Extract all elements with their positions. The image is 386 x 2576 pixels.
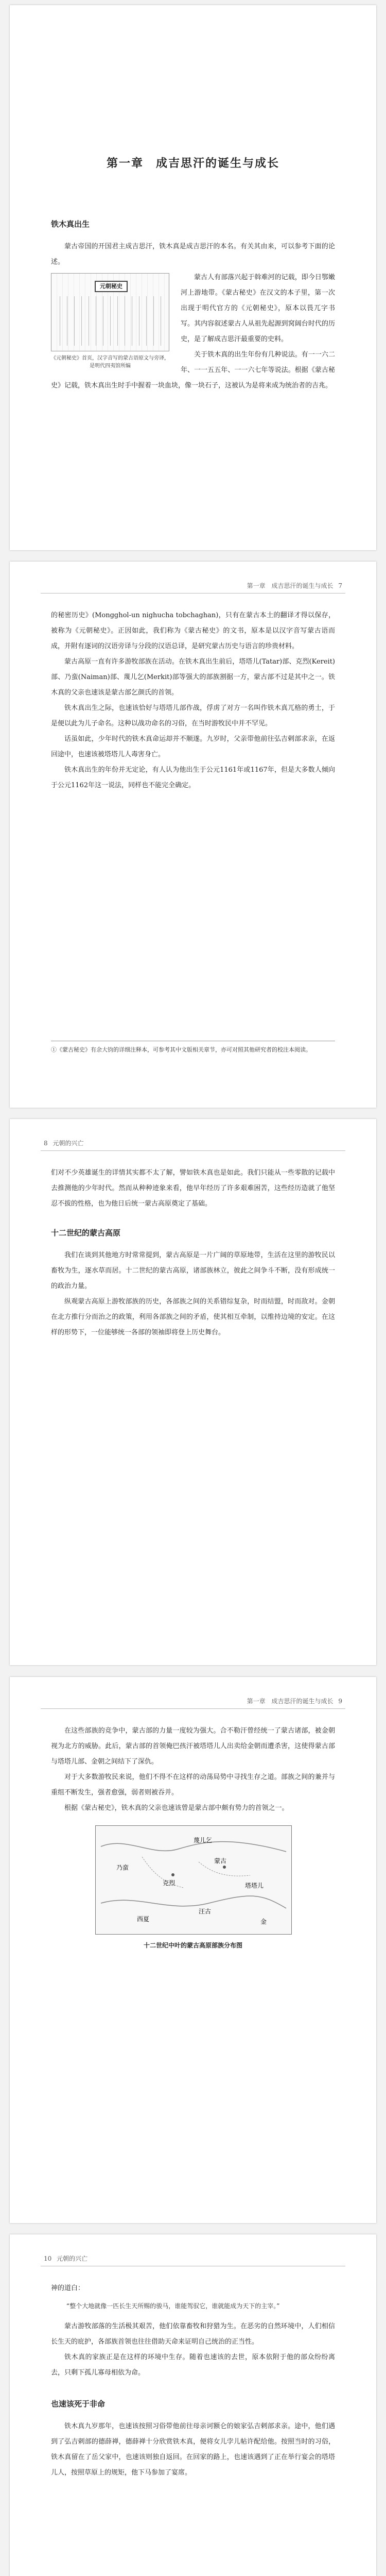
page-number: 10	[44, 2255, 52, 2262]
map-label-3: 塔塔儿	[245, 1882, 264, 1889]
page-number: 9	[338, 1698, 342, 1705]
header-title: 成吉思汗的诞生与成长	[271, 1698, 334, 1705]
paragraph: 神的道白：	[51, 2284, 85, 2292]
map-label-2: 蒙古	[214, 1857, 227, 1865]
book-page-3	[10, 1119, 376, 1665]
section-title: 铁木真出生	[51, 219, 90, 229]
page3-body	[51, 1165, 335, 1341]
map-label-5: 汪古	[199, 1908, 212, 1915]
header-book-title: 元朝的兴亡	[52, 1140, 84, 1147]
figure-caption: 《元朝秘史》首页，汉字音写的蒙古语原文与旁译，是明代四夷馆所编	[51, 355, 169, 369]
paragraph: 蒙古游牧部落的生活极其艰苦，他们依靠畜牧和狩猎为生。在恶劣的自然环境中，人们相信长生天的庇护，各部族首领也往往借助天命来证明自己统治的正当性。	[51, 2323, 335, 2346]
map-label-1: 克烈	[163, 1879, 176, 1887]
header-book-title: 元朝的兴亡	[57, 2255, 88, 2262]
running-header	[41, 1139, 345, 1151]
paragraph: 蒙古高原一直有许多游牧部族在活动。在铁木真出生前后，塔塔儿(Tatar)部、克烈(Kereit)部、乃蛮(Naiman)部、蔑儿乞(Merkit)部等强大的部族割据一方，蒙古部不过是其中之一。铁木真的父亲也速该是蒙古部乞颜氏的首领。	[51, 658, 335, 697]
section-title: 十二世纪的蒙古高原	[51, 1228, 121, 1238]
page4-body	[51, 1723, 335, 1958]
map-caption: 十二世纪中叶的蒙古高原部族分布图	[143, 1942, 242, 1949]
paragraph: 根据《蒙古秘史》，铁木真的父亲也速该曾是蒙古部中颇有势力的首领之一。	[64, 1804, 289, 1812]
paragraph: 我们在谈到其他地方时常常提到，蒙古高原是一片广阔的草原地带，生活在这里的游牧民以畜牧为生，逐水草而居。十二世纪的蒙古高原，诸部族林立，彼此之间争斗不断，没有形成统一的政治力量。	[51, 1251, 335, 1290]
map-label-6: 西夏	[137, 1916, 150, 1923]
page-number: 8	[44, 1140, 48, 1147]
paragraph: 铁木真出生的年份并无定论，有人认为他出生于公元1161年或1167年，但是大多数人倾向于公元1162年这一说法，同样也不能完全确定。	[51, 766, 335, 789]
header-chapter: 第一章	[247, 582, 266, 589]
paragraph: 铁木真九岁那年，也速该按照习俗带他前往母亲诃额仑的娘家弘吉剌部求亲。途中，他们遇到了弘吉剌部的德薛禅，德薛禅十分欣赏铁木真，便将女儿孛儿帖许配给他。按照当时的习俗，铁木真留在了岳父家中，也速该则独自返回。在回家的路上，也速该遇到了正在举行宴会的塔塔儿人，按照草原上的规矩，他下马参加了宴席。	[51, 2422, 335, 2477]
manuscript-figure	[51, 273, 169, 370]
paragraph: 蒙古帝国的开国君主成吉思汗，铁木真是成吉思汗的本名。有关其由来，可以参考下面的论述。	[51, 243, 335, 266]
paragraph: 铁木真的家族正是在这样的环境中生存。随着也速该的去世，原本依附于他的部众纷纷离去，只剩下孤儿寡母相依为命。	[51, 2353, 335, 2377]
page1-body	[51, 216, 335, 394]
running-header	[41, 581, 345, 594]
chapter-number: 第一章	[106, 157, 144, 170]
tribe-map	[95, 1825, 292, 1935]
page2-body	[51, 608, 335, 793]
paragraph: 的秘密历史》(Mongghol-un nighucha tobchaghan)，只有在蒙古本土的翻译才得以保存，被称为《元朝秘史》。正因如此，我们称为《蒙古秘史》的文书，原本是以汉字音写蒙古语而成，并附有逐词的汉语旁译与分段的汉语总译，是研究蒙古历史与语言的珍贵材料。	[51, 612, 335, 650]
paragraph: 们对不少英雄诞生的详情其实都不太了解，譬如铁木真也是如此。我们只能从一些零散的记载中去推测他的少年时代。然而从种种迹象来看，他早年经历了许多艰难困苦，这些经历造就了他坚忍不拔的性格，也为他日后统一蒙古高原奠定了基础。	[51, 1169, 335, 1208]
book-page-2	[10, 562, 376, 1108]
map-label-4: 蔑儿乞	[194, 1837, 213, 1844]
paragraph: 话虽如此，少年时代的铁木真命运却并不顺遂。九岁时，父亲带他前往弘吉剌部求亲，在返回途中，也速该被塔塔儿人毒害身亡。	[51, 735, 335, 758]
paragraph: 纵观蒙古高原上游牧部族的历史，各部族之间的关系错综复杂，时而结盟，时而敌对。金朝在北方推行分而治之的政策，利用各部族之间的矛盾，使其相互牵制，以维持边境的安定。在这样的形势下，一位能够统一各部的领袖即将登上历史舞台。	[51, 1298, 335, 1336]
paragraph: 在这些部族的竞争中，蒙古部的力量一度较为强大。合不勒汗曾经统一了蒙古诸部，被金朝视为北方的威胁。此后，蒙古部的首领俺巴孩汗被塔塔儿人出卖给金朝而遭杀害，这使得蒙古部与塔塔儿部、金朝之间结下了深仇。	[51, 1727, 335, 1766]
paragraph: 蒙古人有部落兴起于斡难河的记载，即今日鄂嫩河上游地带。《蒙古秘史》在汉文的本子里，第一次出现于明代官方的《元朝秘史》，原本以畏兀字书写。其内容叙述蒙古人从祖先起源到窝阔台时代的历史，是了解成吉思汗最重要的史料。	[181, 274, 335, 343]
header-title: 成吉思汗的诞生与成长	[271, 582, 334, 589]
map-figure	[95, 1825, 291, 1953]
header-chapter: 第一章	[247, 1698, 266, 1705]
map-label-0: 乃蛮	[116, 1864, 129, 1871]
chapter-subtitle: 成吉思汗的诞生与成长	[156, 157, 280, 170]
block-quote: “整个大地就像一匹长生天所赐的骏马，谁能驾驭它，谁就能成为天下的主宰。”	[66, 2302, 280, 2310]
page5-body	[51, 2281, 335, 2481]
paragraph: 铁木真出生之际，也速该恰好与塔塔儿部作战，俘虏了对方一名叫作铁木真兀格的勇士，于是便以此为儿子命名。这种以战功命名的习俗，在当时游牧民中并不罕见。	[51, 704, 335, 727]
paragraph: 关于铁木真的出生年份有几种说法。有一一六二年、一一五五年、一一六七年等说法。根据《蒙古秘史》记载，铁木真出生时手中握着一块血块，像一块石子，这被认为是将来成为统治者的吉兆。	[51, 351, 335, 389]
book-page-4	[10, 1677, 376, 2223]
manuscript-image	[51, 273, 169, 351]
book-page-1	[10, 5, 376, 550]
footnote: ①《蒙古秘史》有余大钧的详细注释本，可参考其中文版相关章节，亦可对照其他研究者的校注本阅读。	[51, 1041, 335, 1055]
running-header	[41, 1697, 345, 1709]
page-number: 7	[338, 582, 342, 589]
chapter-title	[10, 155, 376, 171]
map-label-7: 金	[260, 1918, 267, 1925]
running-header	[41, 2254, 345, 2266]
paragraph: 对于大多数游牧民来说，他们不得不在这样的动荡局势中寻找生存之道。部族之间的兼并与重组不断发生，强者愈强，弱者则被吞并。	[51, 1773, 335, 1797]
book-page-5	[10, 2234, 376, 2576]
manuscript-title-label: 元朝秘史	[95, 281, 128, 292]
section-title: 也速该死于非命	[51, 2399, 106, 2409]
